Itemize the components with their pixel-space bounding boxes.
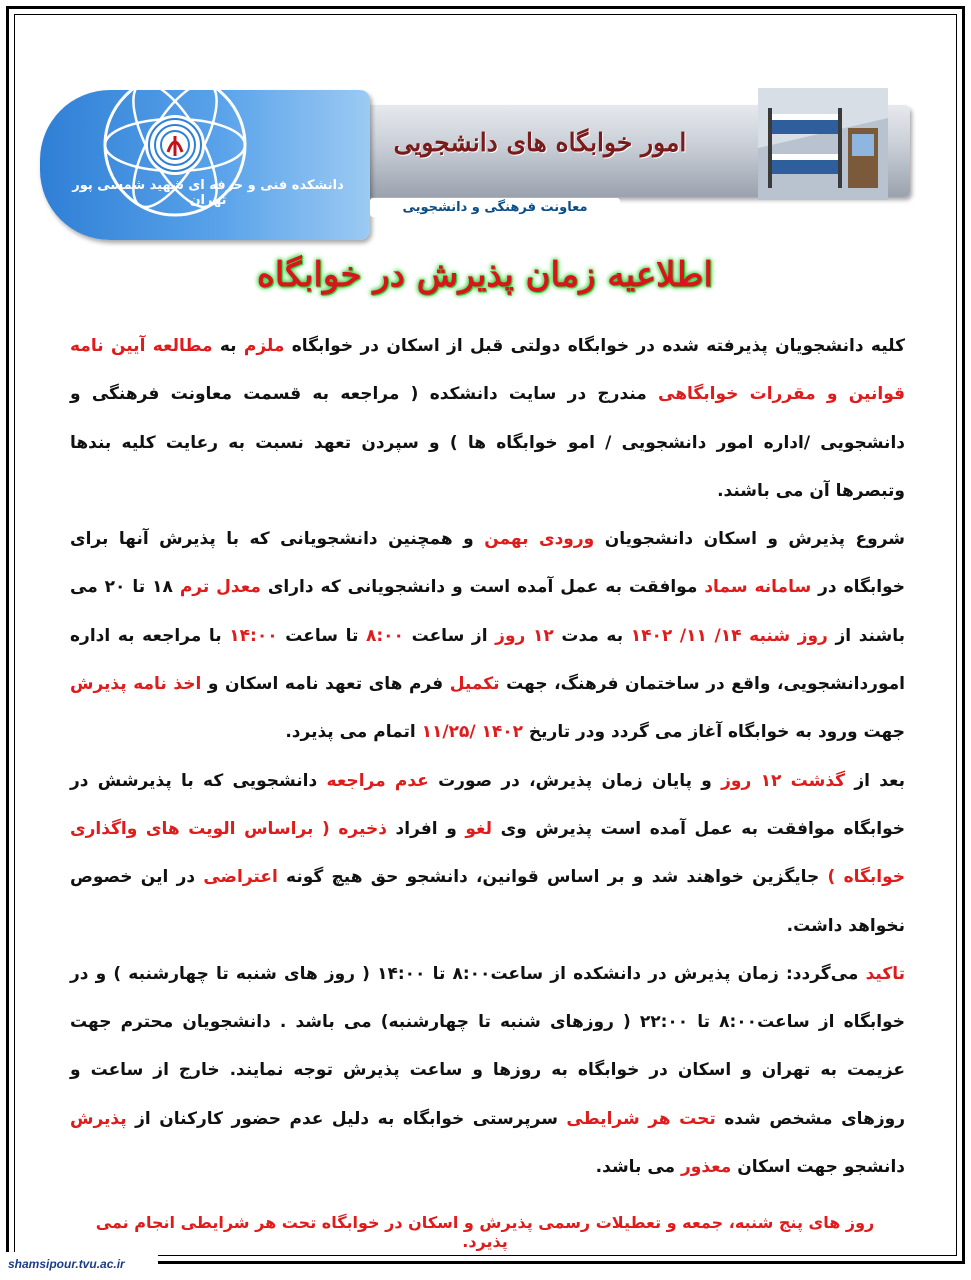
notice-body	[70, 322, 905, 1191]
paragraph-4: تاکید می‌گردد: زمان پذیرش در دانشکده از ساعت۸:۰۰ تا ۱۴:۰۰ ( روز های شنبه تا چهارشنبه ) و در خوابگاه از ساعت۸:۰۰ تا ۲۲:۰۰ ( روزهای شنبه تا چهارشنبه) می باشد . دانشجویان محترم جهت عزیمت به تهران و اسکان در خوابگاه به روزها و ساعت پذیرش توجه نمایند. خارج از ساعت و روزهای مشخص شده تحت هر شرایطی سرپرستی خوابگاه به دلیل عدم حضور کارکنان از پذیرش دانشجو جهت اسکان معذور می باشد.	[70, 963, 906, 1178]
paragraph-2: شروع پذیرش و اسکان دانشجویان ورودی بهمن و همچنین دانشجویانی که با پذیرش آنها برای خوابگاه در سامانه سماد موافقت به عمل آمده است و دانشجویانی که دارای معدل ترم ۱۸ تا ۲۰ می باشند از روز شنبه ۱۴/ ۱۱/ ۱۴۰۲ به مدت ۱۲ روز از ساعت ۸:۰۰ تا ساعت ۱۴:۰۰ با مراجعه به اداره اموردانشجویی، واقع در ساختمان فرهنگ، جهت تکمیل فرم های تعهد نامه اسکان و اخذ نامه پذیرش جهت ورود به خوابگاه آغاز می گردد ودر تاریخ ۱۴۰۲ /۱۱/۲۵ اتمام می پذیرد.	[70, 529, 906, 743]
notice-title: اطلاعیه زمان پذیرش در خوابگاه	[257, 255, 713, 295]
header-banner	[40, 70, 920, 240]
bunk-bed-icon	[758, 88, 888, 200]
paragraph-3: بعد از گذشت ۱۲ روز و پایان زمان پذیرش، در صورت عدم مراجعه دانشجویی که با پذیرشش در خوابگاه موافقت به عمل آمده است پذیرش وی لغو و افراد ذخیره ( براساس الویت های واگذاری خوابگاه ) جایگزین خواهند شد و بر اساس قوانین، دانشجو حق هیچ گونه اعتراضی در این خصوص نخواهد داشت.	[70, 770, 906, 936]
footer-note: روز های پنج شنبه، جمعه و تعطیلات رسمی پذیرش و اسکان در خوابگاه تحت هر شرایطی انجام نمی پذیرد.	[95, 1213, 875, 1251]
banner-title: امور خوابگاه های دانشجویی	[393, 128, 687, 157]
site-url: shamsipour.tvu.ac.ir	[4, 1252, 158, 1276]
college-name: دانشکده فنی و حرفه ای شهید شمسی پور تهران	[72, 178, 344, 208]
banner-subtitle: معاونت فرهنگی و دانشجویی	[370, 198, 620, 217]
paragraph-1: کلیه دانشجویان پذیرفته شده در خوابگاه دولتی قبل از اسکان در خوابگاه ملزم به مطالعه آیین نامه قوانین و مقررات خوابگاهی مندرج در سایت دانشکده ( مراجعه به قسمت معاونت فرهنگی و دانشجویی /اداره امور دانشجویی / امو خوابگاه ها ) و سپردن تعهد نسبت به رعایت کلیه بندها وتبصرها آن می باشند.	[70, 336, 905, 501]
